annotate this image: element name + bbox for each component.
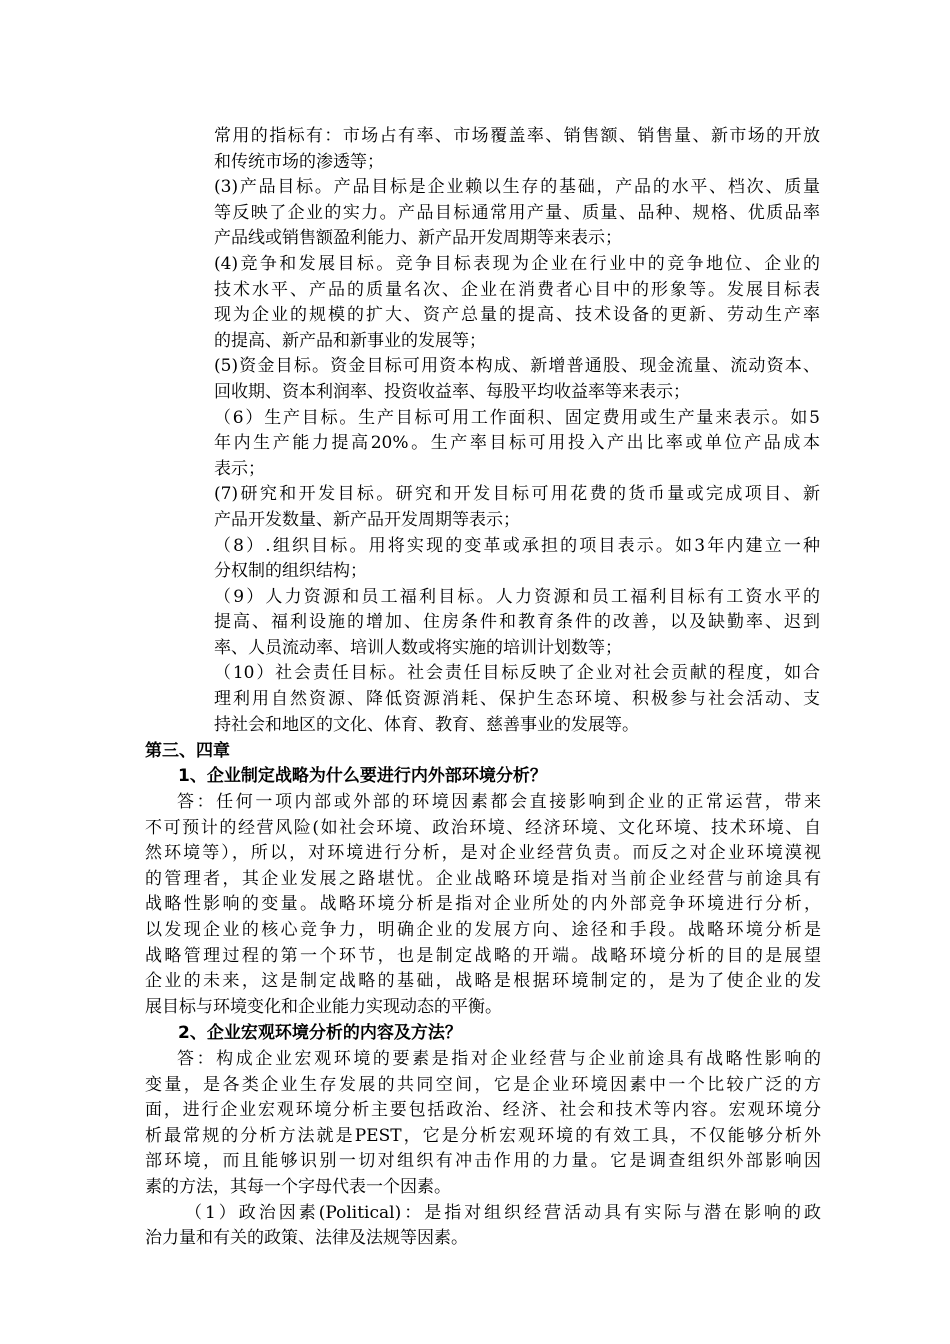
text-line: 答：构成企业宏观环境的要素是指对企业经营与企业前途具有战略性影响的	[177, 1049, 821, 1069]
text-line: 等反映了企业的实力。产品目标通常用产量、质量、品种、规格、优质品率	[214, 202, 820, 223]
text-line: 的管理者，其企业发展之路堪忧。企业战略环境是指对当前企业经营与前途具有	[145, 868, 821, 889]
question-2-title: 2、企业宏观环境分析的内容及方法？	[178, 1023, 462, 1043]
text-line: 率、人员流动率、培训人数或将实施的培训计划数等；	[214, 637, 622, 658]
text-line: 和传统市场的渗透等；	[214, 151, 384, 172]
text-line: 产品线或销售额盈利能力、新产品开发周期等来表示；	[214, 228, 622, 249]
text-line: 展目标与环境变化和企业能力实现动态的平衡。	[145, 996, 502, 1017]
question-1-title: 1、企业制定战略为什么要进行内外部环境分析？	[178, 766, 547, 786]
question-1-answer	[145, 790, 821, 1020]
question-2-answer	[145, 1047, 821, 1252]
text-line: 答：任何一项内部或外部的环境因素都会直接影响到企业的正常运营，带来	[177, 792, 821, 812]
text-line: 提高、福利设施的增加、住房条件和教育条件的改善，以及缺勤率、迟到	[214, 612, 820, 633]
text-line: (7)研究和开发目标。研究和开发目标可用花费的货币量或完成项目、新	[214, 484, 820, 505]
objectives-list-block	[214, 124, 820, 738]
text-line: 年内生产能力提高20%。生产率目标可用投入产出比率或单位产品成本	[214, 433, 820, 454]
text-line: 技术水平、产品的质量名次、企业在消费者心目中的形象等。发展目标表	[214, 279, 820, 300]
text-line: (4)竞争和发展目标。竞争目标表现为企业在行业中的竞争地位、企业的	[214, 253, 820, 274]
text-line: （9）人力资源和员工福利目标。人力资源和员工福利目标有工资水平的	[214, 586, 820, 607]
text-line: （6）生产目标。生产目标可用工作面积、固定费用或生产量来表示。如5	[214, 407, 820, 428]
text-line: 企业的未来，这是制定战略的基础，战略是根据环境制定的，是为了使企业的发	[145, 971, 821, 992]
text-line: （1）政治因素(Political)：是指对组织经营活动具有实际与潜在影响的政	[185, 1202, 821, 1223]
text-line: 素的方法，其每一个字母代表一个因素。	[145, 1176, 451, 1197]
text-line: (5)资金目标。资金目标可用资本构成、新增普通股、现金流量、流动资本、	[214, 356, 820, 377]
text-line: （10）社会责任目标。社会责任目标反映了企业对社会贡献的程度，如合	[214, 663, 820, 684]
text-line: 回收期、资本利润率、投资收益率、每股平均收益率等来表示；	[214, 381, 690, 402]
chapter-heading: 第三、四章	[145, 741, 230, 761]
text-line: 不可预计的经营风险(如社会环境、政治环境、经济环境、文化环境、技术环境、自	[145, 817, 821, 838]
text-line: 析最常规的分析方法就是PEST，它是分析宏观环境的有效工具，不仅能够分析外	[145, 1125, 821, 1146]
text-line: 然环境等），所以，对环境进行分析，是对企业经营负责。而反之对企业环境漠视	[145, 843, 821, 864]
text-line: (3)产品目标。产品目标是企业赖以生存的基础，产品的水平、档次、质量	[214, 177, 820, 198]
text-line: 现为企业的规模的扩大、资产总量的提高、技术设备的更新、劳动生产率	[214, 305, 820, 326]
text-line: 产品开发数量、新产品开发周期等表示；	[214, 509, 520, 530]
text-line: （8）.组织目标。用将实现的变革或承担的项目表示。如3年内建立一种	[214, 535, 820, 556]
text-line: 持社会和地区的文化、体育、教育、慈善事业的发展等。	[214, 714, 639, 735]
text-line: 治力量和有关的政策、法律及法规等因素。	[145, 1228, 468, 1249]
text-line: 分权制的组织结构；	[214, 561, 367, 582]
text-line: 战略管理过程的第一个环节，也是制定战略的开端。战略环境分析的目的是展望	[145, 945, 821, 966]
text-line: 常用的指标有：市场占有率、市场覆盖率、销售额、销售量、新市场的开放	[214, 126, 820, 146]
text-line: 表示；	[214, 458, 265, 479]
text-line: 部环境，而且能够识别一切对组织有冲击作用的力量。它是调查组织外部影响因	[145, 1151, 821, 1172]
text-line: 的提高、新产品和新事业的发展等；	[214, 330, 486, 351]
text-line: 面，进行企业宏观环境分析主要包括政治、经济、社会和技术等内容。宏观环境分	[145, 1100, 821, 1121]
text-line: 以发现企业的核心竞争力，明确企业的发展方向、途径和手段。战略环境分析是	[145, 919, 821, 940]
text-line: 变量，是各类企业生存发展的共同空间，它是企业环境因素中一个比较广泛的方	[145, 1074, 821, 1095]
text-line: 理利用自然资源、降低资源消耗、保护生态环境、积极参与社会活动、支	[214, 689, 820, 710]
text-line: 战略性影响的变量。战略环境分析是指对企业所处的内外部竞争环境进行分析，	[145, 894, 821, 915]
